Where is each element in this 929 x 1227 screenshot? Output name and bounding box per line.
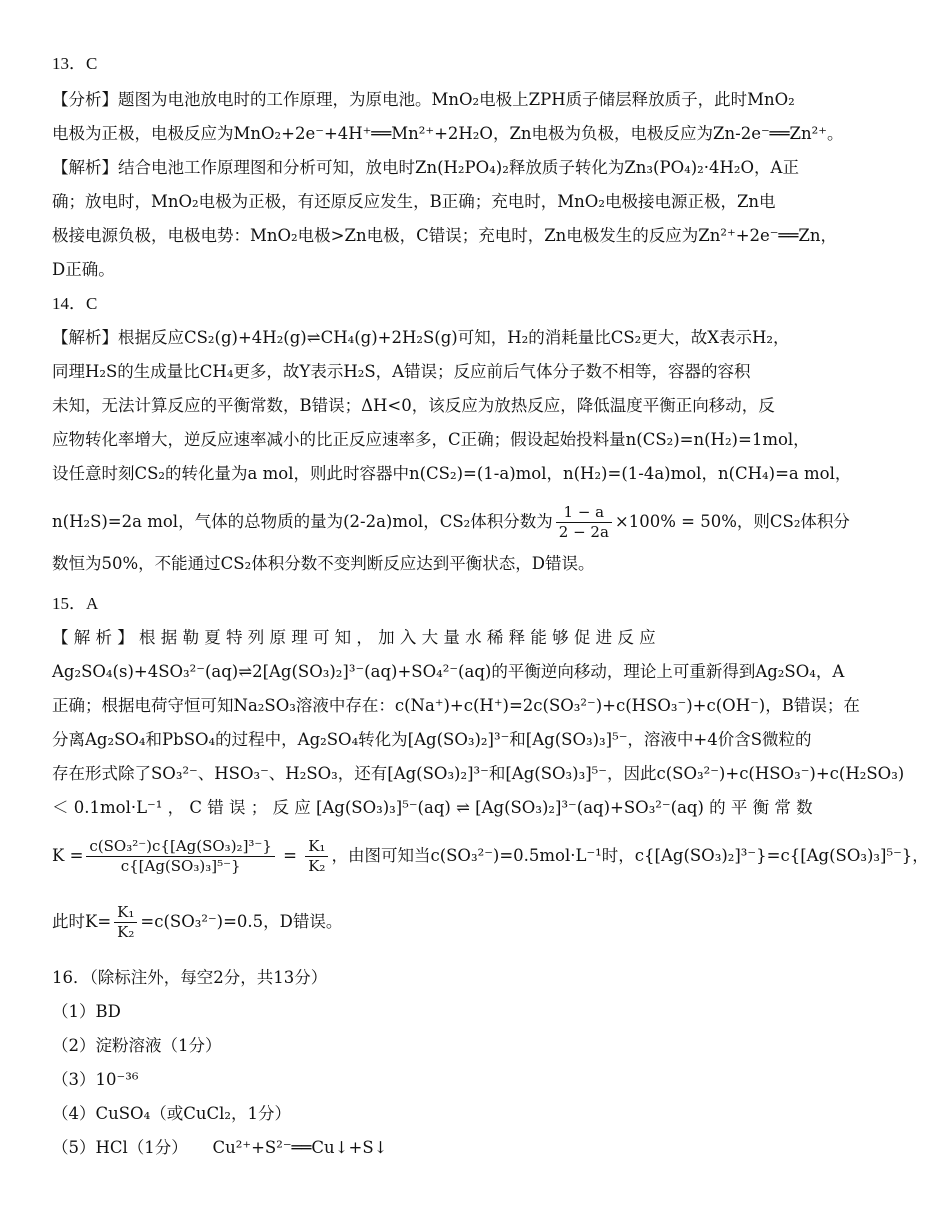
q13-header: 13．C — [52, 54, 98, 73]
q13-solution-2: 确；放电时，MnO₂电极为正极，有还原反应发生，B正确；充电时，MnO₂电极接电源正极，Zn电 — [52, 192, 776, 211]
q13-solution-4: D正确。 — [52, 260, 115, 279]
fraction-k1: K₁ — [305, 837, 328, 857]
q16-answer-1: （1）BD — [52, 1002, 121, 1021]
q15-solution-6: ＜ 0.1mol·L⁻¹ ， C 错 误 ； 反 应 [Ag(SO₃)₃]⁵⁻(aq) ⇌ [Ag(SO₃)₂]³⁻(aq)+SO₃²⁻(aq) 的 平 衡 常 数 — [52, 798, 813, 817]
q15-solution-8-tail: =c(SO₃²⁻)=0.5，D错误。 — [140, 912, 343, 931]
fraction-k1-k2 — [305, 837, 328, 876]
q13-analysis-2: 电极为正极，电极反应为MnO₂+2e⁻+4H⁺══Mn²⁺+2H₂O，Zn电极为负极，电极反应为Zn-2e⁻══Zn²⁺。 — [52, 124, 844, 143]
fraction-k2-final: K₂ — [117, 923, 135, 941]
q14-solution-3: 未知，无法计算反应的平衡常数，B错误；ΔH<0，该反应为放热反应，降低温度平衡正向移动，反 — [52, 396, 775, 415]
q13-solution-1: 【解析】结合电池工作原理图和分析可知，放电时Zn(H₂PO₄)₂释放质子转化为Zn₃(PO₄)₂·4H₂O，A正 — [52, 158, 799, 177]
q15-solution-7: K = $\frac{\text{c(SO₃²⁻)c\{[Ag(SO₃)₂]³⁻\}}}{\text{c\{[Ag(SO₃)₃]⁵⁻\}}}$ = $\frac{\text{K₁}}{\text{K₂}}$ ，由图可知当c(SO₃²⁻)=0.5mol·L⁻¹时，c{[Ag(SO₃)₂]³⁻}=c{[Ag(SO₃)₃]⁵⁻}， — [52, 837, 929, 875]
q15-solution-1: 【 解 析 】 根 据 勒 夏 特 列 原 理 可 知 ， 加 入 大 量 水 稀 释 能 够 促 进 反 应 — [52, 628, 656, 647]
q15-solution-8-text: 此时K= — [52, 912, 112, 931]
q14-solution-2: 同理H₂S的生成量比CH₄更多，故Y表示H₂S，A错误；反应前后气体分子数不相等，容器的容积 — [52, 362, 751, 381]
q15-solution-8 — [52, 900, 820, 946]
q14-solution-6-text: n(H₂S)=2a mol，气体的总物质的量为(2-2a)mol，CS₂体积分数为 — [52, 512, 553, 531]
fraction-k-concentration — [86, 837, 274, 876]
q13-analysis-1: 【分析】题图为电池放电时的工作原理，为原电池。MnO₂电极上ZPH质子储层释放质子，此时MnO₂ — [52, 90, 795, 109]
fraction-volume — [556, 503, 612, 542]
fraction-volume-denominator: 2 − 2a — [558, 523, 609, 541]
q16-answer-5: （5）HCl（1分） Cu²⁺+S²⁻══Cu↓+S↓ — [52, 1138, 388, 1157]
q14-solution-7: 数恒为50%，不能通过CS₂体积分数不变判断反应达到平衡状态，D错误。 — [52, 554, 595, 573]
q14-header: 14．C — [52, 294, 98, 313]
q13-solution-3: 极接电源负极，电极电势：MnO₂电极>Zn电极，C错误；充电时，Zn电极发生的反应为Zn²⁺+2e⁻══Zn， — [52, 226, 837, 245]
q15-solution-7-tail: ，由图可知当c(SO₃²⁻)=0.5mol·L⁻¹时，c{[Ag(SO₃)₂]³⁻}=c{[Ag(SO₃)₃]⁵⁻}， — [331, 846, 929, 865]
fraction-k2: K₂ — [308, 857, 326, 875]
q14-solution-6 — [52, 500, 850, 544]
q15-solution-3: 正确；根据电荷守恒可知Na₂SO₃溶液中存在：c(Na⁺)+c(H⁺)=2c(SO₃²⁻)+c(HSO₃⁻)+c(OH⁻)，B错误；在 — [52, 696, 860, 715]
fraction-k-denominator: c{[Ag(SO₃)₃]⁵⁻} — [120, 857, 241, 875]
fraction-volume-numerator: 1 − a — [556, 503, 612, 523]
q16-header: 16．（除标注外，每空2分，共13分） — [52, 968, 328, 987]
fraction-k-numerator: c(SO₃²⁻)c{[Ag(SO₃)₂]³⁻} — [86, 837, 274, 857]
q15-k-label: K = — [52, 846, 84, 865]
q14-solution-6-tail: ×100% = 50%，则CS₂体积分 — [614, 512, 850, 531]
q15-header: 15．A — [52, 594, 99, 613]
q15-solution-5: 存在形式除了SO₃²⁻、HSO₃⁻、H₂SO₃，还有[Ag(SO₃)₂]³⁻和[Ag(SO₃)₃]⁵⁻，因此c(SO₃²⁻)+c(HSO₃⁻)+c(H₂SO₃) — [52, 764, 905, 783]
q14-solution-4: 应物转化率增大，逆反应速率减小的比正反应速率多，C正确；假设起始投料量n(CS₂)=n(H₂)=1mol， — [52, 430, 810, 449]
fraction-k1-final: K₁ — [114, 903, 137, 923]
q16-answer-2: （2）淀粉溶液（1分） — [52, 1036, 222, 1055]
q16-answer-3: （3）10⁻³⁶ — [52, 1070, 139, 1089]
q15-solution-2: Ag₂SO₄(s)+4SO₃²⁻(aq)⇌2[Ag(SO₃)₂]³⁻(aq)+SO₄²⁻(aq)的平衡逆向移动，理论上可重新得到Ag₂SO₄，A — [52, 662, 845, 681]
q15-solution-4: 分离Ag₂SO₄和PbSO₄的过程中，Ag₂SO₄转化为[Ag(SO₃)₂]³⁻和[Ag(SO₃)₃]⁵⁻，溶液中+4价含S微粒的 — [52, 730, 812, 749]
q14-solution-5: 设任意时刻CS₂的转化量为a mol，则此时容器中n(CS₂)=(1-a)mol，n(H₂)=(1-4a)mol，n(CH₄)=a mol， — [52, 464, 852, 483]
q14-solution-1: 【解析】根据反应CS₂(g)+4H₂(g)⇌CH₄(g)+2H₂S(g)可知，H₂的消耗量比CS₂更大，故X表示H₂， — [52, 328, 790, 347]
q16-answer-4: （4）CuSO₄（或CuCl₂，1分） — [52, 1104, 291, 1123]
fraction-k1-k2-final — [114, 903, 137, 942]
